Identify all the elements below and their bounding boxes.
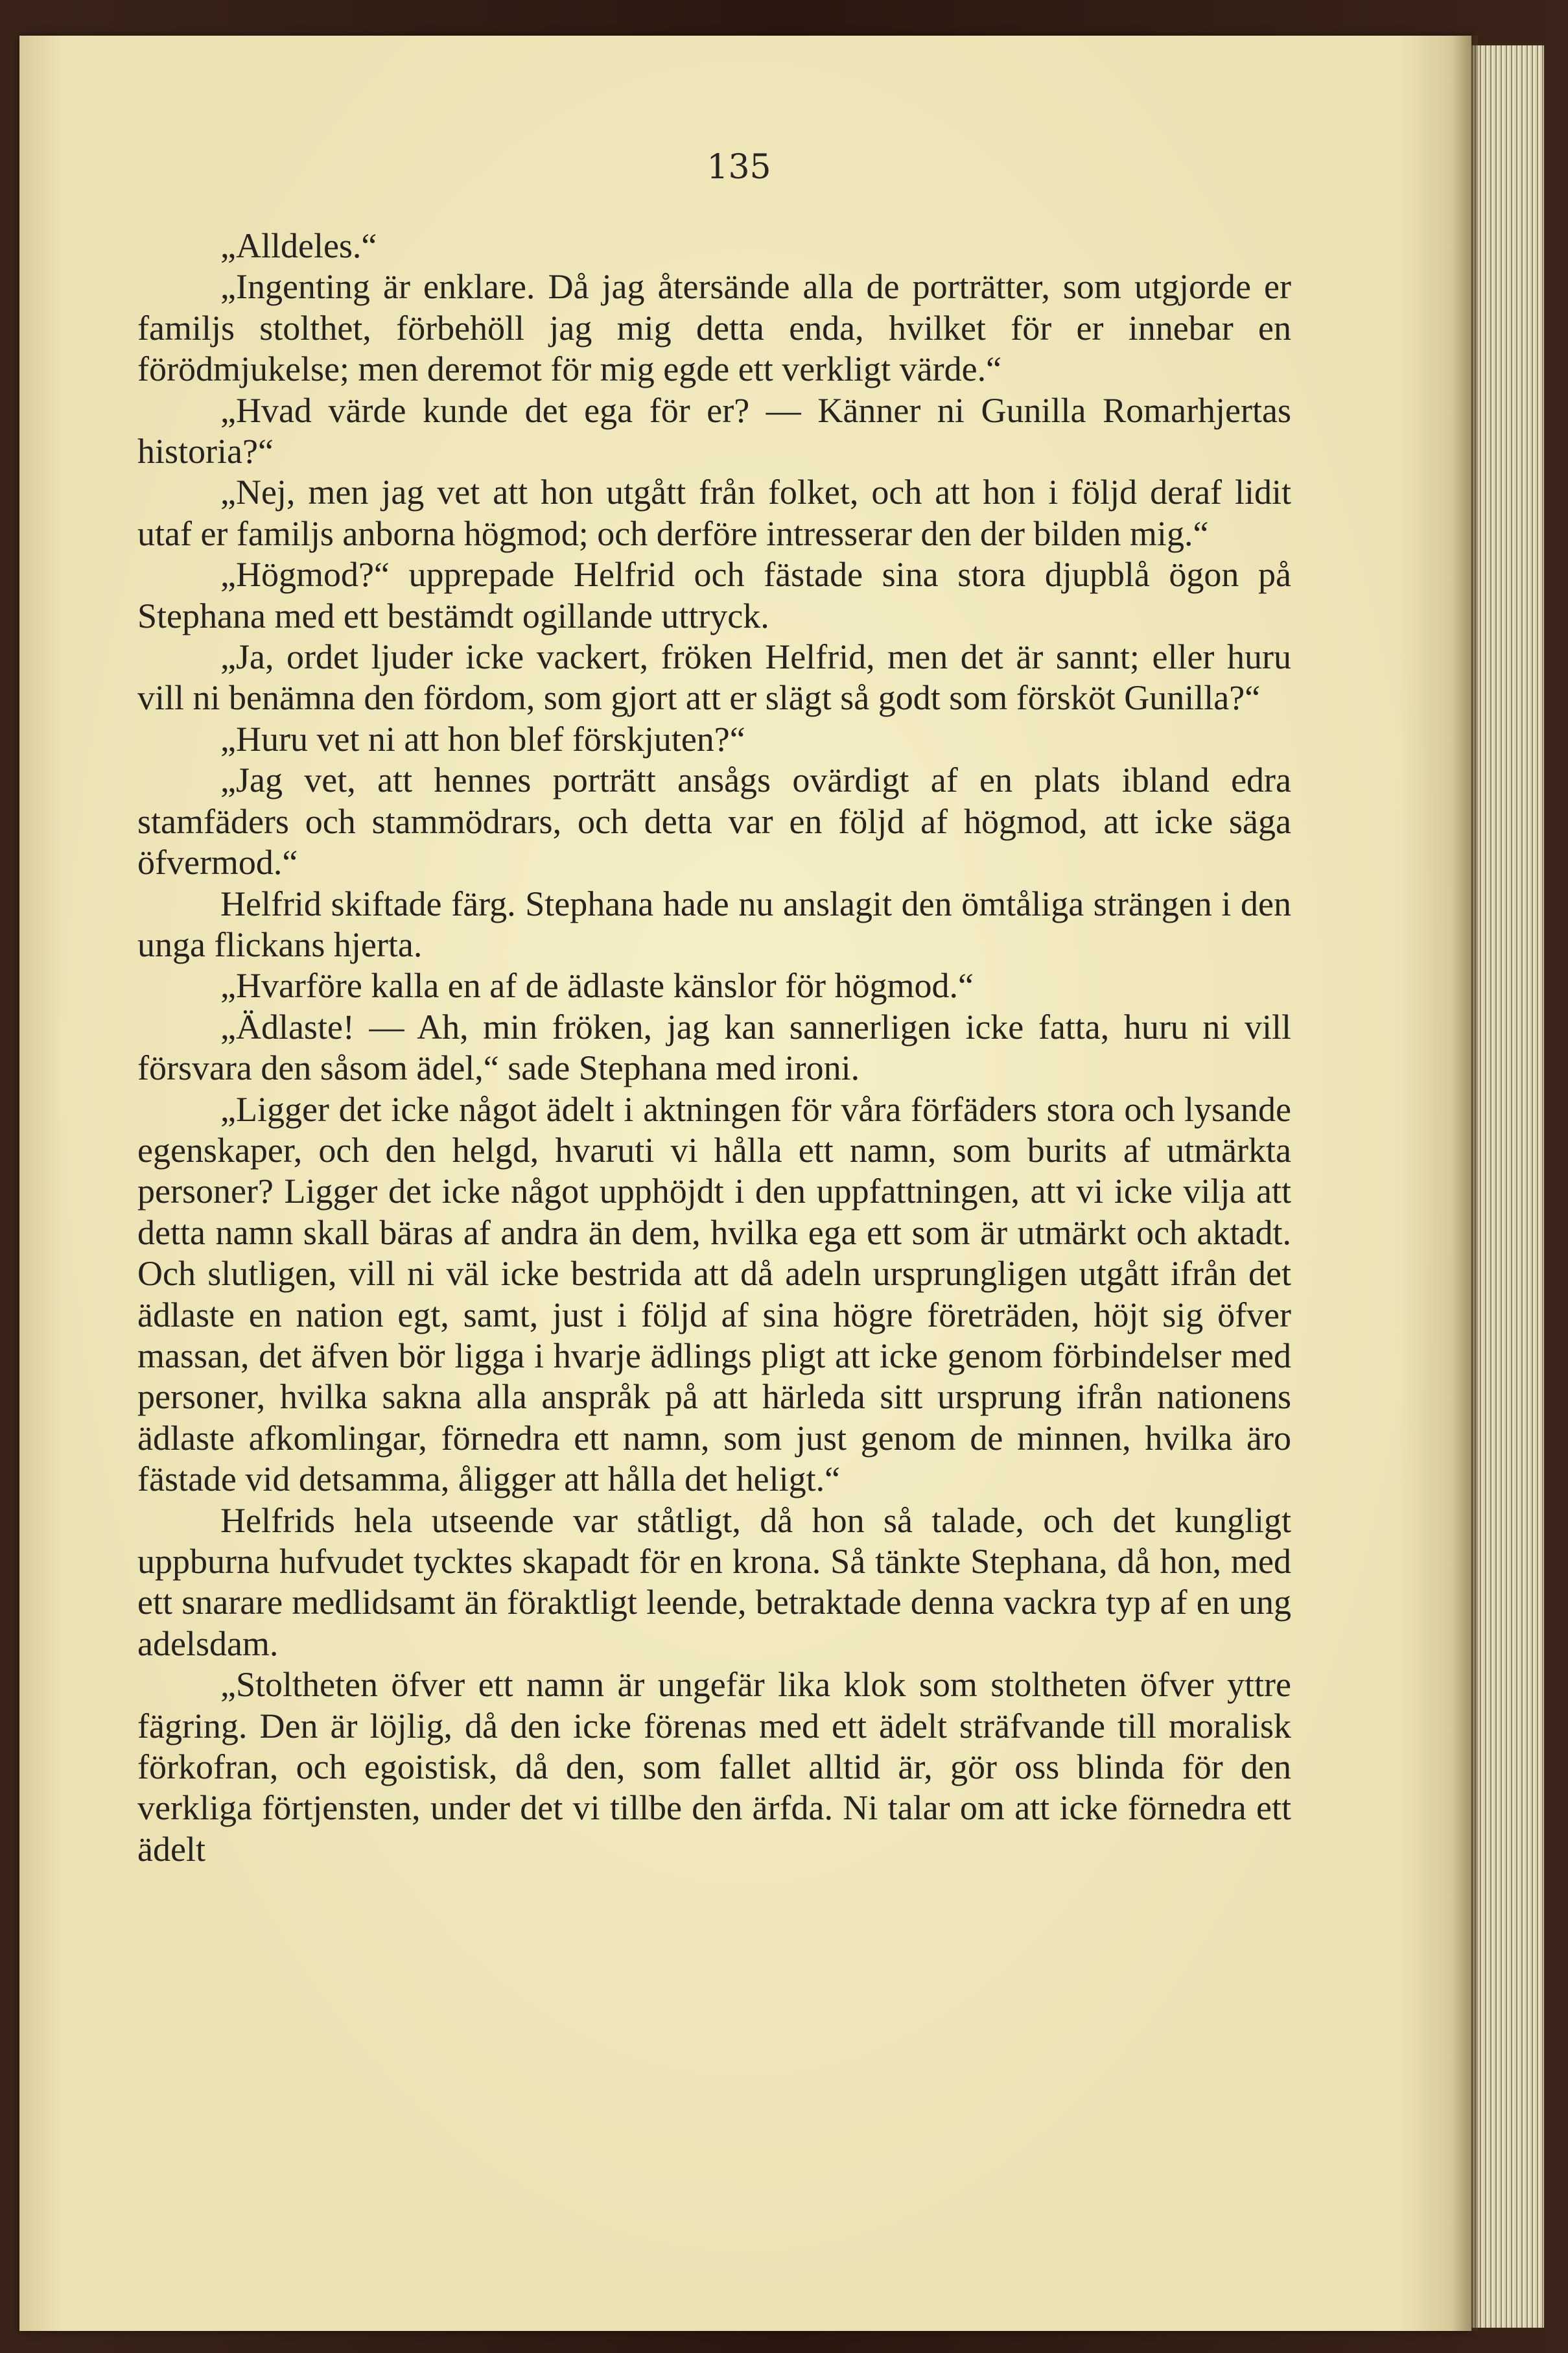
gutter-shadow bbox=[1452, 36, 1478, 2331]
paragraph: „Jag vet, att hennes porträtt ansågs ovärdigt af en plats ibland edra stamfäders och stammödrars, och detta var en följd af högmod, att icke säga öfvermod.“ bbox=[137, 761, 1291, 882]
paragraph: „Ja, ordet ljuder icke vackert, fröken Helfrid, men det är sannt; eller huru vill ni benämna den fördom, som gjort att er slägt så godt som försköt Gunilla?“ bbox=[137, 637, 1291, 718]
paragraph: „Högmod?“ upprepade Helfrid och fästade sina stora djupblå ögon på Stephana med ett bestämdt ogillande uttryck. bbox=[137, 555, 1291, 635]
page-text bbox=[137, 226, 1291, 1870]
paragraph: „Alldeles.“ bbox=[220, 226, 377, 265]
paragraph: „Ingenting är enklare. Då jag återsände alla de porträtter, som utgjorde er familjs stolthet, förbehöll jag mig detta enda, hvilket för er innebar en förödmjukelse; men deremot för mig egde ett verkligt värde.“ bbox=[137, 267, 1291, 389]
paragraph: „Hvarföre kalla en af de ädlaste känslor för högmod.“ bbox=[220, 966, 974, 1006]
paragraph: „Hvad värde kunde det ega för er? — Känner ni Gunilla Romarhjertas historia?“ bbox=[137, 390, 1291, 471]
paragraph: „Stoltheten öfver ett namn är ungefär lika klok som stoltheten öfver yttre fägring. Den är löjlig, då den icke förenas med ett ädelt sträfvande till moralisk förkofran, och egoistisk, då den, som fallet alltid är, gör oss blinda för den verkliga förtjensten, under det vi tillbe den ärfda. Ni talar om att icke förnedra ett ädelt bbox=[137, 1665, 1291, 1869]
paragraph: „Ädlaste! — Ah, min fröken, jag kan sannerligen icke fatta, huru ni vill försvara den såsom ädel,“ sade Stephana med ironi. bbox=[137, 1007, 1291, 1088]
paragraph: „Huru vet ni att hon blef förskjuten?“ bbox=[220, 719, 745, 759]
paragraph: „Nej, men jag vet att hon utgått från folket, och att hon i följd deraf lidit utaf er familjs anborna högmod; och derföre intresserar den der bilden mig.“ bbox=[137, 473, 1291, 553]
page-number: 135 bbox=[707, 148, 771, 187]
paragraph: Helfrids hela utseende var ståtligt, då hon så talade, och det kungligt uppburna hufvudet tycktes skapadt för en krona. Så tänkte Stephana, då hon, med ett snarare medlidsamt än föraktligt leende, betraktade denna vackra typ af en ung adelsdam. bbox=[137, 1500, 1291, 1663]
page-edges bbox=[1471, 45, 1544, 2328]
paragraph: „Ligger det icke något ädelt i aktningen för våra förfäders stora och lysande egenskaper, och den helgd, hvaruti vi hålla ett namn, som burits af utmärkta personer? Ligger det icke något upphöjdt i den uppfattningen, att vi icke vilja att detta namn skall bäras af andra än dem, hvilka ega ett som är utmärkt och aktadt. Och slutligen, vill ni väl icke bestrida att då adeln ursprungligen utgått ifrån det ädlaste en nation egt, samt, just i följd af sina högre företräden, höjt sig öfver massan, det äfven bör ligga i hvarje ädlings pligt att icke genom förbindelser med personer, hvilka sakna alla anspråk på att härleda sitt ursprung ifrån nationens ädlaste afkomlingar, förnedra ett namn, som just genom de minnen, hvilka äro fästade vid detsamma, åligger att hålla det heligt.“ bbox=[137, 1089, 1291, 1499]
paragraph: Helfrid skiftade färg. Stephana hade nu anslagit den ömtåliga strängen i den unga flickans hjerta. bbox=[137, 884, 1291, 964]
